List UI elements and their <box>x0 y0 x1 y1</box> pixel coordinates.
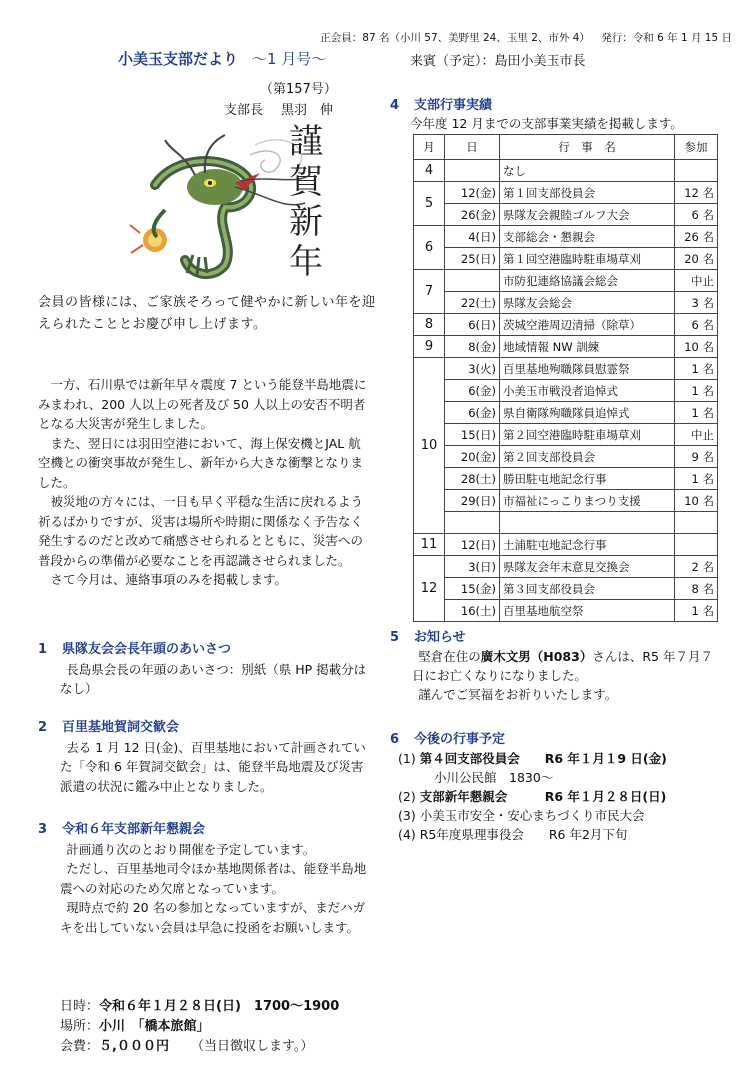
table-row <box>414 556 718 578</box>
event-cell: 第２回空港臨時駐車場草刈 <box>500 424 675 446</box>
count-cell: 1 名 <box>675 380 718 402</box>
event-cell: 土浦駐屯地記念行事 <box>500 534 675 556</box>
table-header-row <box>414 135 718 160</box>
kinga-char: 新 <box>289 202 323 242</box>
intro-paragraph: さて今月は、連絡事項のみを掲載します。 <box>50 572 288 587</box>
section-heading: 2 百里基地賀詞交歓会 <box>38 720 180 735</box>
day-cell: 15(日) <box>445 424 500 446</box>
event-fee: 会費：５,０００円 （当日徴収します。） <box>60 1039 314 1054</box>
section-4-desc: 今年度 12 月までの支部事業実績を掲載します。 <box>410 116 683 131</box>
intro-paragraph: 一方、石川県では新年早々震度 7 という能登半島地震にみまわれ、200 人以上の死者及び 50 人以上の安否不明者となる大災害が発生しました。 <box>38 377 367 431</box>
schedule-item: 小川公民館 1830～ <box>434 770 554 785</box>
table-row <box>414 204 718 226</box>
section-body: 計画通り次のとおり開催を予定しています。 <box>66 841 316 857</box>
table-row <box>414 336 718 358</box>
count-cell <box>675 512 718 534</box>
section-body: 堅倉在住の廣木文男（H083）さんは、R5 年７月７日にお亡くなりになりました。 <box>412 649 713 683</box>
table-row <box>414 534 718 556</box>
section-body: ただし、百里基地司令ほか基地関係者は、能登半島地震への対応のため欠席となっています。 <box>60 861 367 896</box>
guest-line: 来賓（予定）：島田小美玉市長 <box>410 54 586 69</box>
table-row <box>414 270 718 292</box>
schedule-item: (2) 支部新年懇親会 R6 年１月２８日(日) <box>398 789 667 804</box>
month-cell: 12 <box>414 556 445 622</box>
event-place: 場所：小川 「橋本旅館」 <box>60 1019 210 1034</box>
event-cell: 県隊友会年末意見交換会 <box>500 556 675 578</box>
count-cell: 中止 <box>675 424 718 446</box>
count-cell: 1 名 <box>675 600 718 622</box>
day-cell: 26(金) <box>445 204 500 226</box>
table-row <box>414 248 718 270</box>
section-2 <box>38 718 368 796</box>
count-cell: 20 名 <box>675 248 718 270</box>
intro-text <box>38 375 368 590</box>
count-cell: 10 名 <box>675 490 718 512</box>
kinga-char: 謹 <box>289 122 323 162</box>
table-row <box>414 512 718 534</box>
event-cell: 市防犯連絡協議会総会 <box>500 270 675 292</box>
count-cell: 1 名 <box>675 358 718 380</box>
member-name: 廣木文男（H083） <box>480 649 593 664</box>
day-cell: 6(金) <box>445 380 500 402</box>
day-cell: 15(金) <box>445 578 500 600</box>
event-cell: 百里基地殉職隊員慰霊祭 <box>500 358 675 380</box>
schedule-item: (3) 小美玉市安全・安心まちづくり市民大会 <box>398 808 645 823</box>
day-cell: 20(金) <box>445 446 500 468</box>
event-cell: 百里基地航空祭 <box>500 600 675 622</box>
count-cell: 10 名 <box>675 336 718 358</box>
table-row <box>414 226 718 248</box>
count-cell: 6 名 <box>675 314 718 336</box>
intro-paragraph: 被災地の方々には、一日も早く平穏な生活に戻れるよう祈るばかりですが、災害は場所や時期に関係なく予告なく発生するのだと改めて痛感させられるとともに、災害への普段からの準備が必要なことを再認識させられました。 <box>38 494 364 568</box>
day-cell: 3(火) <box>445 358 500 380</box>
day-cell: 3(日) <box>445 556 500 578</box>
col-count: 参加 <box>675 135 718 160</box>
event-cell: 第２回支部役員会 <box>500 446 675 468</box>
section-5 <box>390 628 725 704</box>
author-role: 支部長 <box>224 103 264 118</box>
header-info <box>262 30 732 45</box>
section-heading: 1 県隊友会会長年頭のあいさつ <box>38 642 232 657</box>
col-day: 日 <box>445 135 500 160</box>
count-cell: 9 名 <box>675 446 718 468</box>
table-row <box>414 490 718 512</box>
count-cell: 8 名 <box>675 578 718 600</box>
col-month: 月 <box>414 135 445 160</box>
event-date: 日時：令和６年１月２８日(日) 1700～1900 <box>60 999 340 1014</box>
day-cell <box>445 512 500 534</box>
section-heading: 6 今後の行事予定 <box>390 732 506 747</box>
section-body: 現時点で約 20 名の参加となっていますが、まだハガキを出していない会員は早急に投函をお願いします。 <box>60 900 366 935</box>
count-cell: 3 名 <box>675 292 718 314</box>
table-row <box>414 424 718 446</box>
table-row <box>414 402 718 424</box>
newsletter-title <box>118 48 326 69</box>
members-info: 正会員：87 名（小川 57、美野里 24、玉里 2、市外 4） <box>320 32 590 44</box>
count-cell: 中止 <box>675 270 718 292</box>
table-row <box>414 314 718 336</box>
event-cell: 小美玉市戦没者追悼式 <box>500 380 675 402</box>
event-cell: 市福祉にっこりまつり支援 <box>500 490 675 512</box>
table-row <box>414 292 718 314</box>
schedule-item: (4) R5年度県理事役会 R6 年2月下旬 <box>398 827 628 842</box>
table-row <box>414 160 718 182</box>
count-cell: 1 名 <box>675 402 718 424</box>
event-cell: 第３回支部役員会 <box>500 578 675 600</box>
section-heading: 3 令和６年支部新年懇親会 <box>38 822 206 837</box>
issue-number: （第157号） <box>260 82 337 97</box>
table-row <box>414 182 718 204</box>
event-cell: 地域情報 NW 訓練 <box>500 336 675 358</box>
day-cell: 6(金) <box>445 402 500 424</box>
section-4-heading: 4 支部行事実績 <box>390 98 493 113</box>
greeting: 会員の皆様には、ご家族そろって健やかに新しい年を迎えられたこととお慶び申し上げます。 <box>38 295 376 332</box>
section-1 <box>38 640 368 699</box>
day-cell: 12(金) <box>445 182 500 204</box>
intro-paragraph: また、翌日には羽田空港において、海上保安機とJAL 航空機との衝突事故が発生し、新年から大きな衝撃となりました。 <box>38 435 364 490</box>
section-body: 長島県会長の年頭のあいさつ：別紙（県 HP 掲載分はなし） <box>60 661 367 696</box>
event-cell: 勝田駐屯地記念行事 <box>500 468 675 490</box>
day-cell: 28(土) <box>445 468 500 490</box>
section-body: 去る 1 月 12 日(金)、百里基地において計画されていた「令和 6 年賀詞交歓会」は、能登半島地震及び災害派遣の状況に鑑み中止となりました。 <box>60 739 366 794</box>
title-text: 小美玉支部だより <box>118 50 239 68</box>
count-cell: 26 名 <box>675 226 718 248</box>
event-cell: 県隊友会親睦ゴルフ大会 <box>500 204 675 226</box>
kinga-char: 賀 <box>289 162 323 202</box>
count-cell: 1 名 <box>675 468 718 490</box>
author-name: 黒羽 伸 <box>281 103 334 118</box>
col-event: 行 事 名 <box>500 135 675 160</box>
table-row <box>414 600 718 622</box>
month-cell: 7 <box>414 270 445 314</box>
event-cell: 第１回空港臨時駐車場草刈 <box>500 248 675 270</box>
table-row <box>414 358 718 380</box>
section-body: 謹んでご冥福をお祈りいたします。 <box>418 687 618 702</box>
section-3 <box>38 820 368 937</box>
event-cell: なし <box>500 160 675 182</box>
day-cell: 29(日) <box>445 490 500 512</box>
month-cell: 4 <box>414 160 445 182</box>
count-cell: 6 名 <box>675 204 718 226</box>
event-cell: 県自衛隊殉職隊員追悼式 <box>500 402 675 424</box>
count-cell <box>675 534 718 556</box>
count-cell: 12 名 <box>675 182 718 204</box>
month-cell: 8 <box>414 314 445 336</box>
event-cell: 茨城空港周辺清掃（除草） <box>500 314 675 336</box>
event-cell: 支部総会・懇親会 <box>500 226 675 248</box>
issue-label: ～1 月号～ <box>252 50 327 68</box>
count-cell: 2 名 <box>675 556 718 578</box>
event-cell: 第１回支部役員会 <box>500 182 675 204</box>
kinga-char: 年 <box>289 242 323 282</box>
section-6 <box>390 730 725 844</box>
count-cell <box>675 160 718 182</box>
issue-date: 発行：令和 6 年 1 月 15 日 <box>601 32 732 44</box>
day-cell: 22(土) <box>445 292 500 314</box>
table-row <box>414 578 718 600</box>
table-row <box>414 446 718 468</box>
month-cell: 5 <box>414 182 445 226</box>
schedule-item: (1) 第４回支部役員会 R6 年１月１9 日(金) <box>398 751 667 766</box>
day-cell: 4(日) <box>445 226 500 248</box>
day-cell: 8(金) <box>445 336 500 358</box>
day-cell: 6(日) <box>445 314 500 336</box>
day-cell: 25(日) <box>445 248 500 270</box>
table-row <box>414 380 718 402</box>
day-cell: 16(土) <box>445 600 500 622</box>
day-cell: 12(日) <box>445 534 500 556</box>
kinga-shinnen <box>282 122 330 282</box>
month-cell: 10 <box>414 358 445 534</box>
event-cell: 県隊友会総会 <box>500 292 675 314</box>
section-heading: 5 お知らせ <box>390 630 466 645</box>
event-cell <box>500 512 675 534</box>
activity-table <box>413 134 718 622</box>
day-cell <box>445 270 500 292</box>
month-cell: 11 <box>414 534 445 556</box>
month-cell: 6 <box>414 226 445 270</box>
month-cell: 9 <box>414 336 445 358</box>
day-cell <box>445 160 500 182</box>
table-row <box>414 468 718 490</box>
